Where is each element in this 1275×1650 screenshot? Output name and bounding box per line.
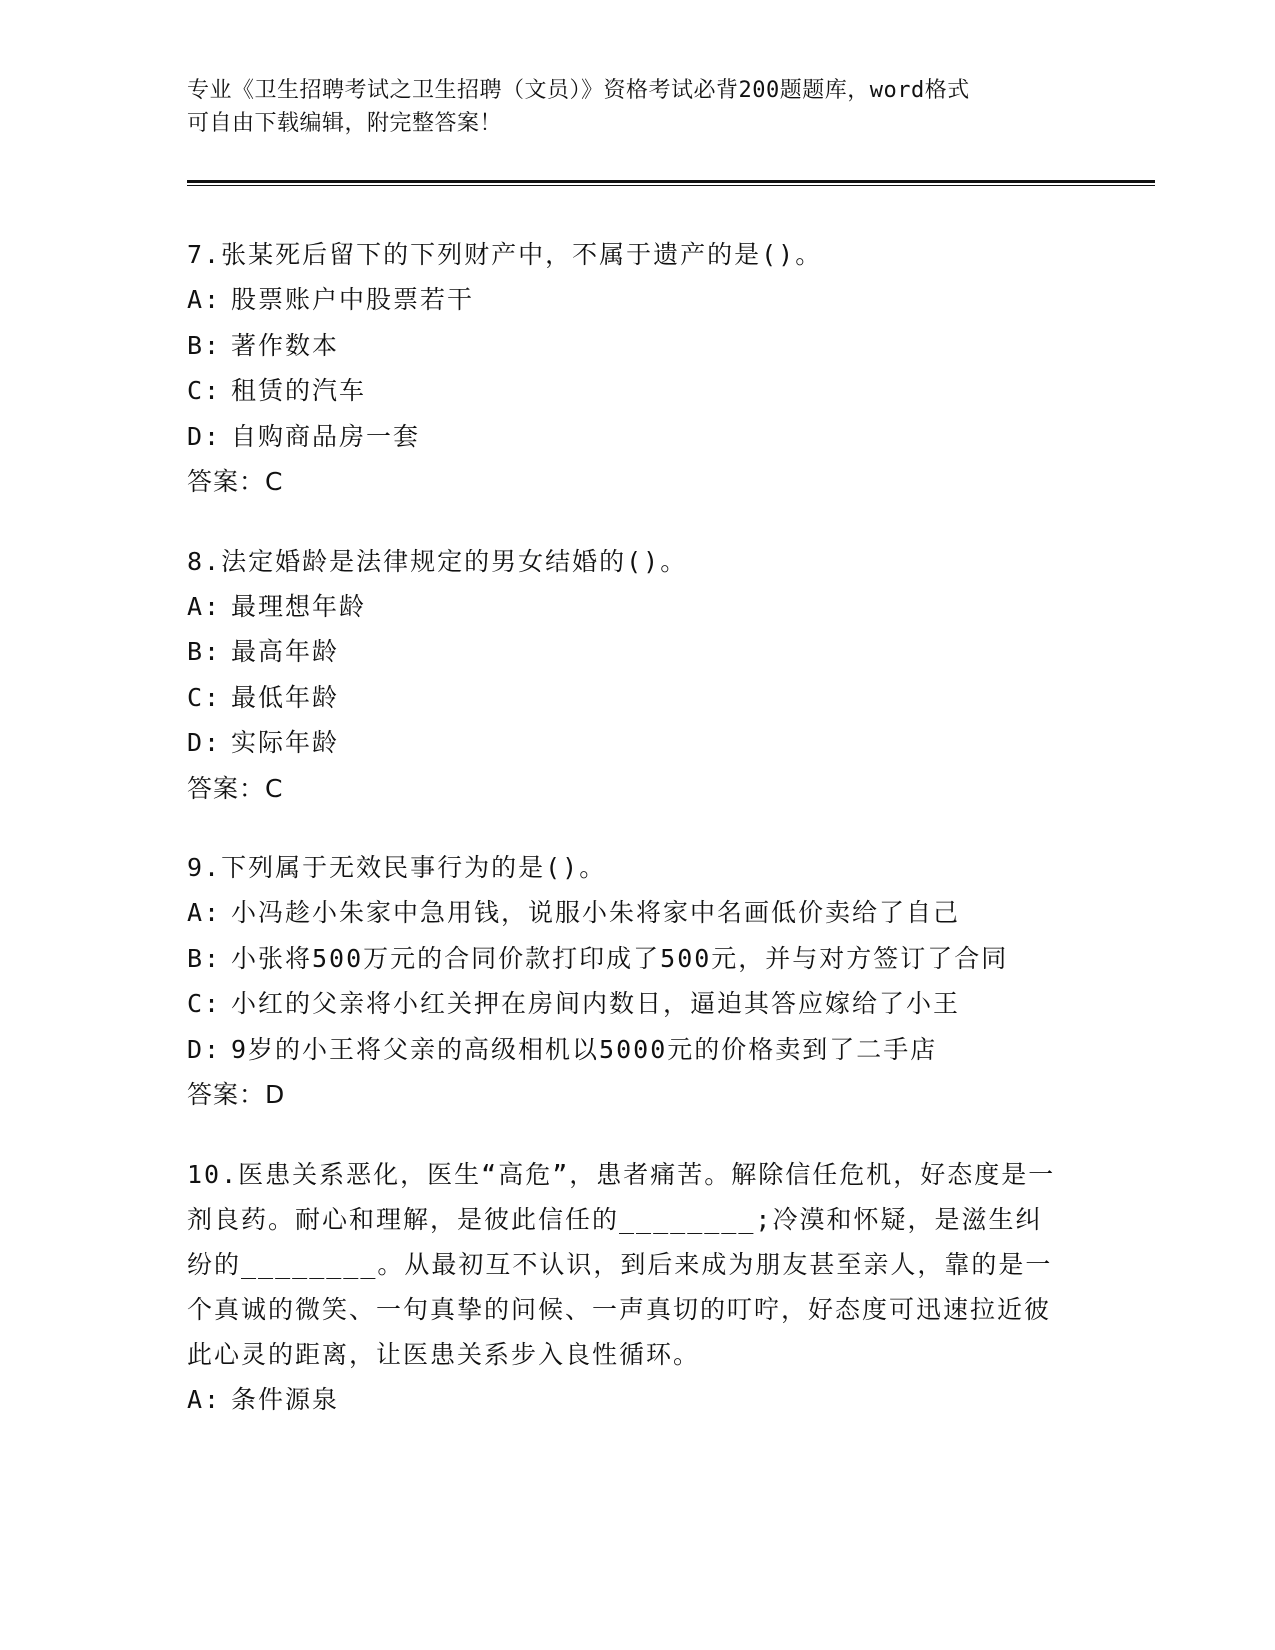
option-label: B:	[187, 637, 222, 666]
option-b	[187, 323, 1067, 369]
header-divider-thin	[187, 185, 1155, 186]
option-a	[187, 890, 1067, 936]
option-label: D:	[187, 728, 222, 757]
option-a	[187, 277, 1067, 323]
option-label: D:	[187, 1034, 222, 1064]
option-text: 自购商品房一套	[231, 421, 421, 451]
option-c	[187, 368, 1067, 414]
answer-line: 答案：C	[187, 467, 284, 496]
option-label: A:	[187, 1384, 222, 1414]
option-d	[187, 720, 1067, 766]
option-c	[187, 675, 1067, 721]
option-text: 著作数本	[231, 330, 340, 360]
question-text: 10.医患关系恶化，医生“高危”，患者痛苦。解除信任危机，好态度是一剂良药。耐心和理解，是彼此信任的________;冷漠和怀疑，是滋生纠纷的________。从最初互不认识，到后来成为朋友甚至亲人，靠的是一个真诚的微笑、一句真挚的问候、一声真切的叮咛，好态度可迅速拉近彼此心灵的距离，让医患关系步入良性循环。	[187, 1159, 1056, 1369]
option-text: 小冯趁小朱家中急用钱，说服小朱将家中名画低价卖给了自己	[231, 898, 961, 927]
option-label: C:	[187, 376, 222, 405]
option-text: 最高年龄	[231, 637, 340, 666]
option-c	[187, 981, 1067, 1027]
option-d	[187, 414, 1067, 460]
question-text: 9.下列属于无效民事行为的是()。	[187, 853, 607, 882]
option-label: D:	[187, 421, 222, 451]
option-label: C:	[187, 682, 222, 712]
option-a	[187, 584, 1067, 630]
answer-line: 答案：C	[187, 773, 284, 803]
option-label: A:	[187, 591, 222, 621]
option-label: B:	[187, 330, 222, 360]
option-text: 实际年龄	[231, 728, 340, 757]
question-list	[187, 232, 1067, 1456]
option-text: 条件源泉	[231, 1384, 340, 1414]
question-10	[187, 1152, 1067, 1423]
option-label: A:	[187, 898, 222, 927]
question-7	[187, 232, 1067, 505]
option-text: 租赁的汽车	[231, 376, 367, 405]
option-text: 小张将500万元的合同价款打印成了500元，并与对方签订了合同	[231, 943, 1009, 973]
question-9	[187, 845, 1067, 1118]
option-a	[187, 1377, 1067, 1423]
option-text: 股票账户中股票若干	[231, 285, 475, 314]
option-text: 小红的父亲将小红关押在房间内数日，逼迫其答应嫁给了小王	[231, 989, 961, 1018]
option-label: A:	[187, 285, 222, 314]
question-text: 8.法定婚龄是法律规定的男女结婚的()。	[187, 546, 688, 576]
question-8	[187, 539, 1067, 812]
option-b	[187, 936, 1067, 982]
option-text: 最理想年龄	[231, 591, 367, 621]
option-d	[187, 1027, 1067, 1073]
question-text: 7.张某死后留下的下列财产中，不属于遗产的是()。	[187, 240, 823, 269]
option-text: 最低年龄	[231, 682, 340, 712]
document-header: 专业《卫生招聘考试之卫生招聘（文员）》资格考试必背200题题库，word格式 可自由下载编辑，附完整答案！	[187, 78, 970, 136]
option-label: C:	[187, 989, 222, 1018]
option-b	[187, 629, 1067, 675]
option-text: 9岁的小王将父亲的高级相机以5000元的价格卖到了二手店	[231, 1034, 938, 1064]
answer-line: 答案：D	[187, 1080, 286, 1109]
option-label: B:	[187, 943, 222, 973]
header-divider-thick	[187, 180, 1155, 183]
